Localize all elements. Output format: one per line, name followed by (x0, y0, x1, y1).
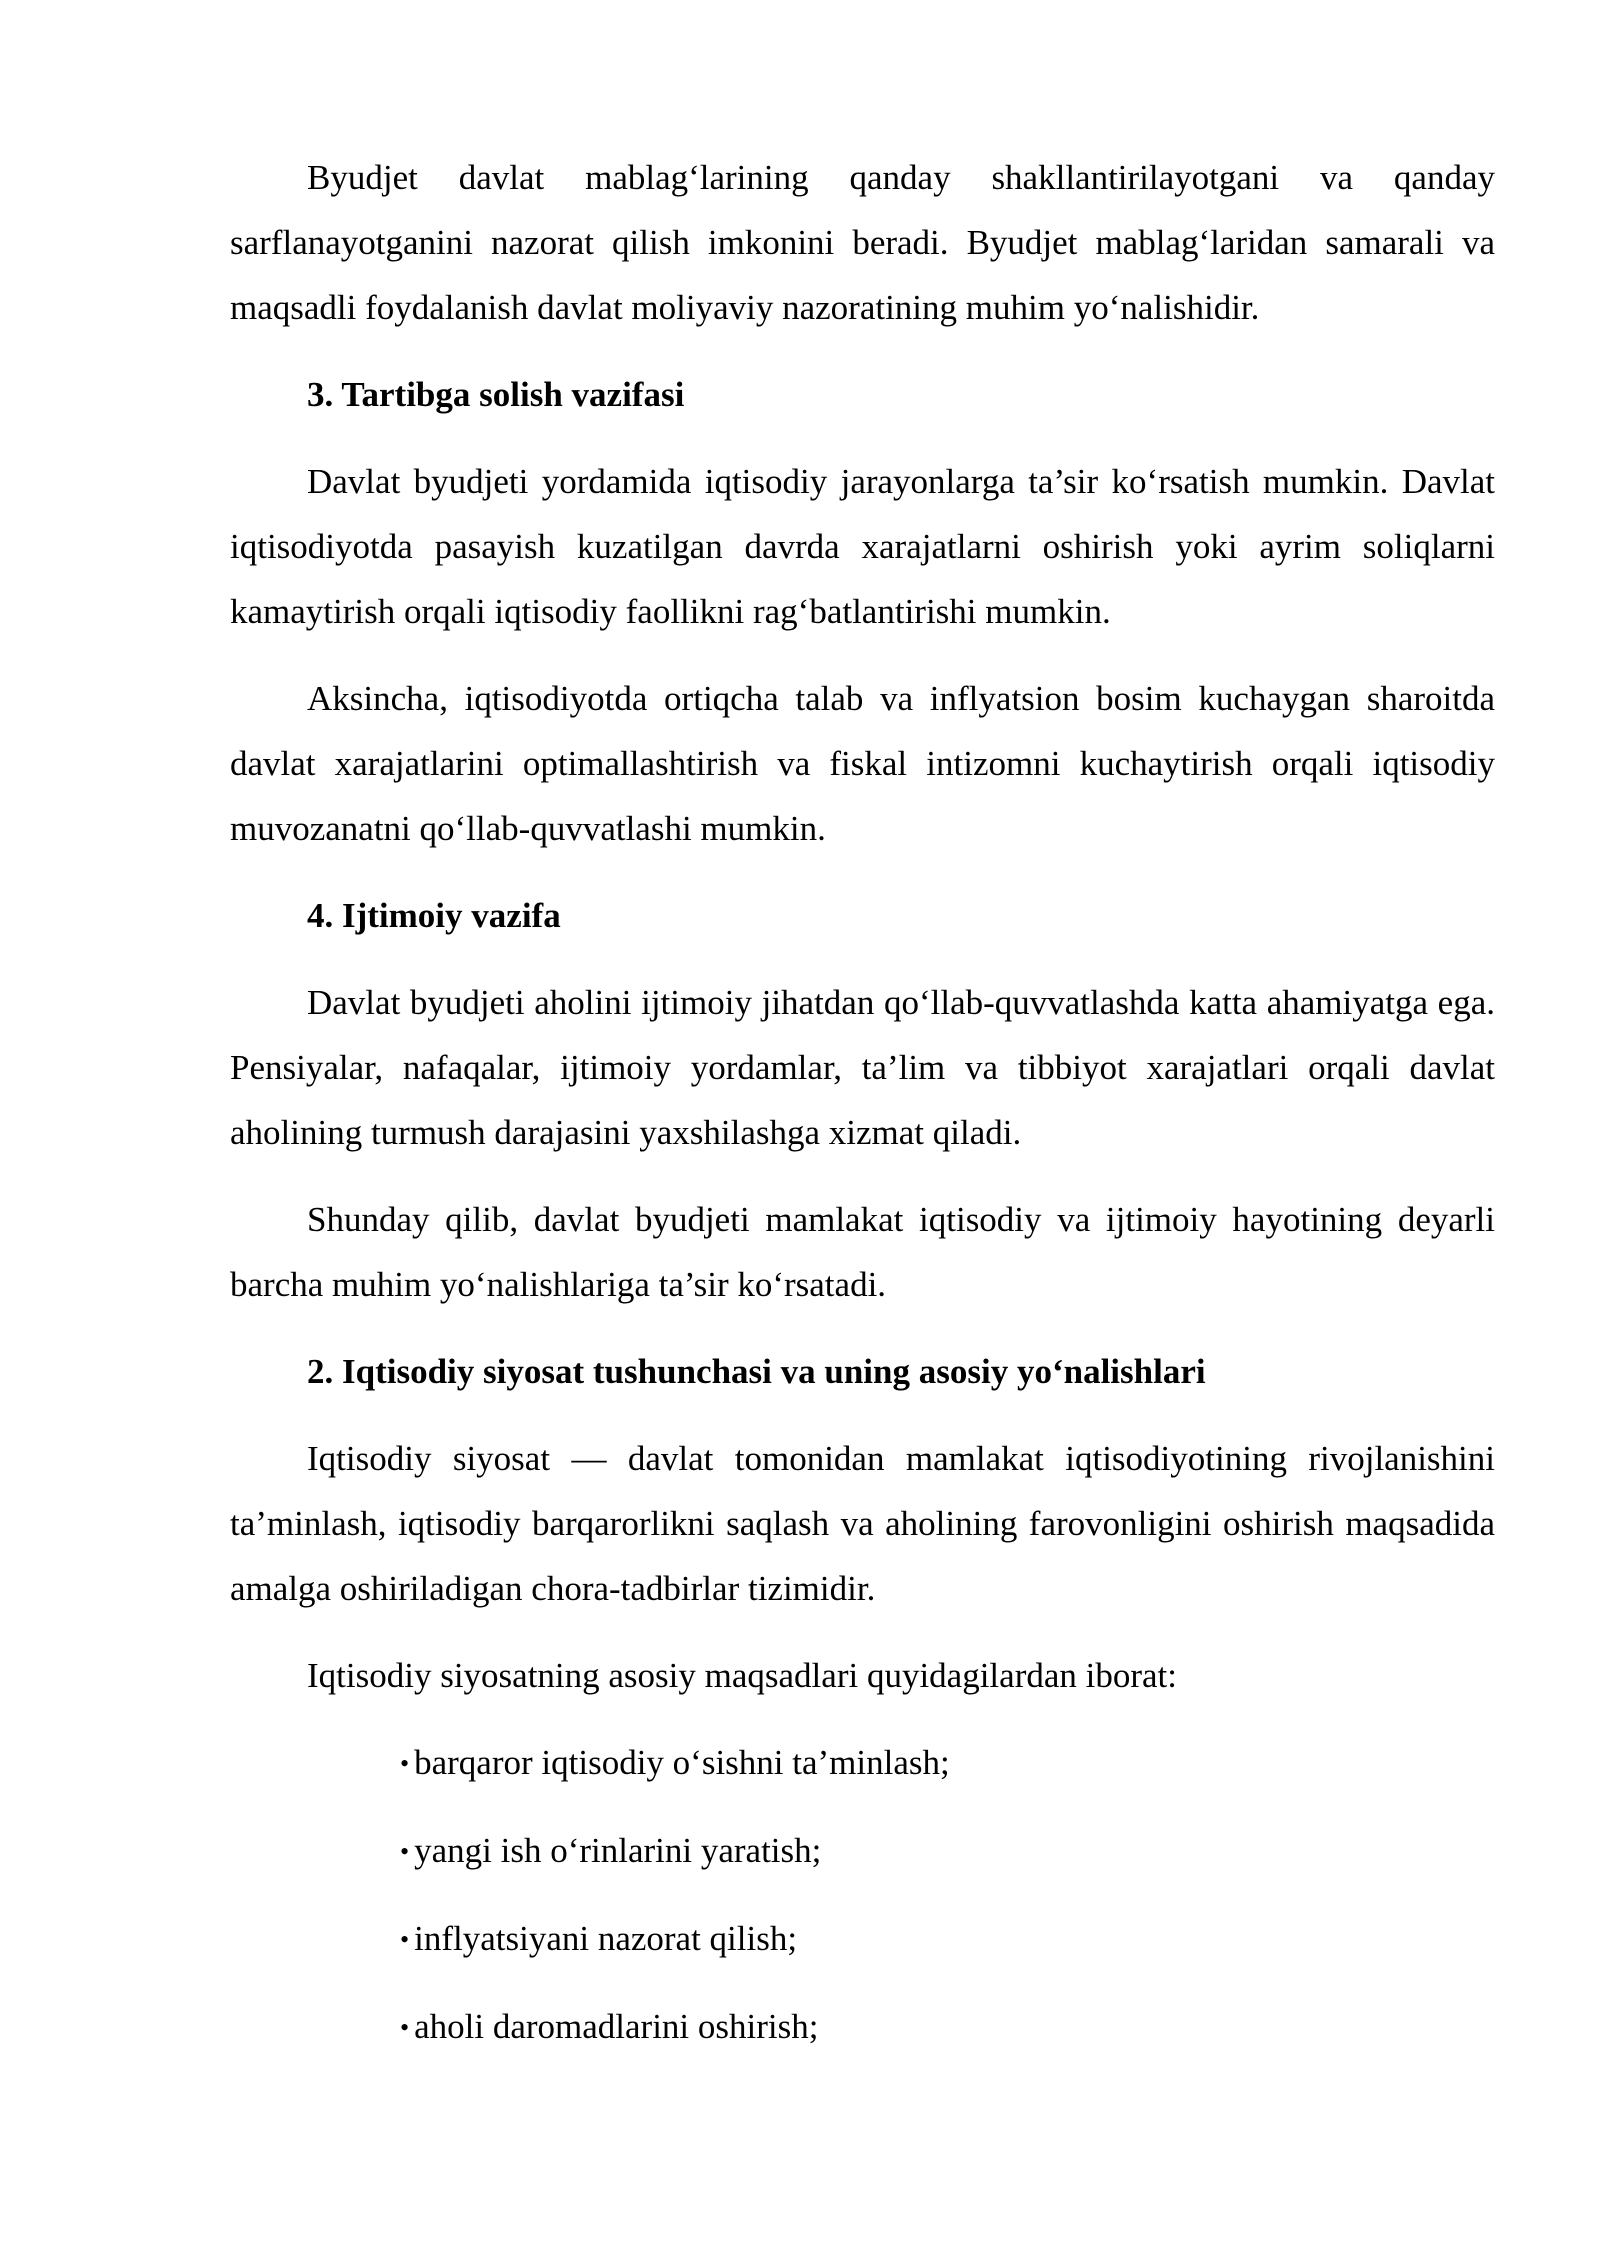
list-item-text: yangi ish o‘rinlarini yaratish; (414, 1831, 822, 1870)
paragraph-conclusion: Shunday qilib, davlat byudjeti mamlakat iqtisodiy va ijtimoiy hayotining deyarli barcha muhim yo‘nalishlariga ta’sir ko‘rsatadi. (230, 1200, 1495, 1304)
bullet-icon: • (400, 1749, 410, 1778)
bullet-icon: • (400, 1837, 410, 1866)
list-item (400, 1906, 1495, 1972)
list-item-text: barqaror iqtisodiy o‘sishni ta’minlash; (414, 1743, 950, 1782)
document-page (230, 145, 1495, 2082)
paragraph-economic-influence: Davlat byudjeti yordamida iqtisodiy jarayonlarga ta’sir ko‘rsatish mumkin. Davlat iqtisodiyotda pasayish kuzatilgan davrda xarajatlarni oshirish yoki ayrim soliqlarni kamaytirish orqali iqtisodiy faollikni rag‘batlantirishi mumkin. (230, 462, 1495, 631)
paragraph-inflation-balance: Aksincha, iqtisodiyotda ortiqcha talab va inflyatsion bosim kuchaygan sharoitda davlat xarajatlarini optimallashtirish va fiskal intizomni kuchaytirish orqali iqtisodiy muvozanatni qo‘llab-quvvatlashi mumkin. (230, 679, 1495, 848)
heading-regulatory-function: 3. Tartibga solish vazifasi (307, 375, 685, 414)
heading-economic-policy: 2. Iqtisodiy siyosat tushunchasi va uning asosiy yo‘nalishlari (307, 1352, 1206, 1391)
list-item (400, 1730, 1495, 1796)
paragraph-social-support: Davlat byudjeti aholini ijtimoiy jihatdan qo‘llab-quvvatlashda katta ahamiyatga ega. Pensiyalar, nafaqalar, ijtimoiy yordamlar, ta’lim va tibbiyot xarajatlari orqali davlat aholining turmush darajasini yaxshilashga xizmat qiladi. (230, 983, 1495, 1152)
bullet-icon: • (400, 1925, 410, 1954)
policy-goals-list (230, 1730, 1495, 2060)
list-item-text: aholi daromadlarini oshirish; (414, 2007, 819, 2046)
paragraph-policy-goals-intro: Iqtisodiy siyosatning asosiy maqsadlari quyidagilardan iborat: (307, 1656, 1177, 1695)
paragraph-budget-control: Byudjet davlat mablag‘larining qanday shakllantirilayotgani va qanday sarflanayotganini nazorat qilish imkonini beradi. Byudjet mablag‘laridan samarali va maqsadli foydalanish davlat moliyaviy nazoratining muhim yo‘nalishidir. (230, 158, 1495, 327)
paragraph-policy-definition: Iqtisodiy siyosat — davlat tomonidan mamlakat iqtisodiyotining rivojlanishini ta’minlash, iqtisodiy barqarorlikni saqlash va aholining farovonligini oshirish maqsadida amalga oshiriladigan chora-tadbirlar tizimidir. (230, 1439, 1495, 1608)
bullet-icon: • (400, 2013, 410, 2042)
list-item (400, 1818, 1495, 1884)
heading-social-function: 4. Ijtimoiy vazifa (307, 896, 561, 935)
list-item (400, 1994, 1495, 2060)
list-item-text: inflyatsiyani nazorat qilish; (414, 1919, 798, 1958)
